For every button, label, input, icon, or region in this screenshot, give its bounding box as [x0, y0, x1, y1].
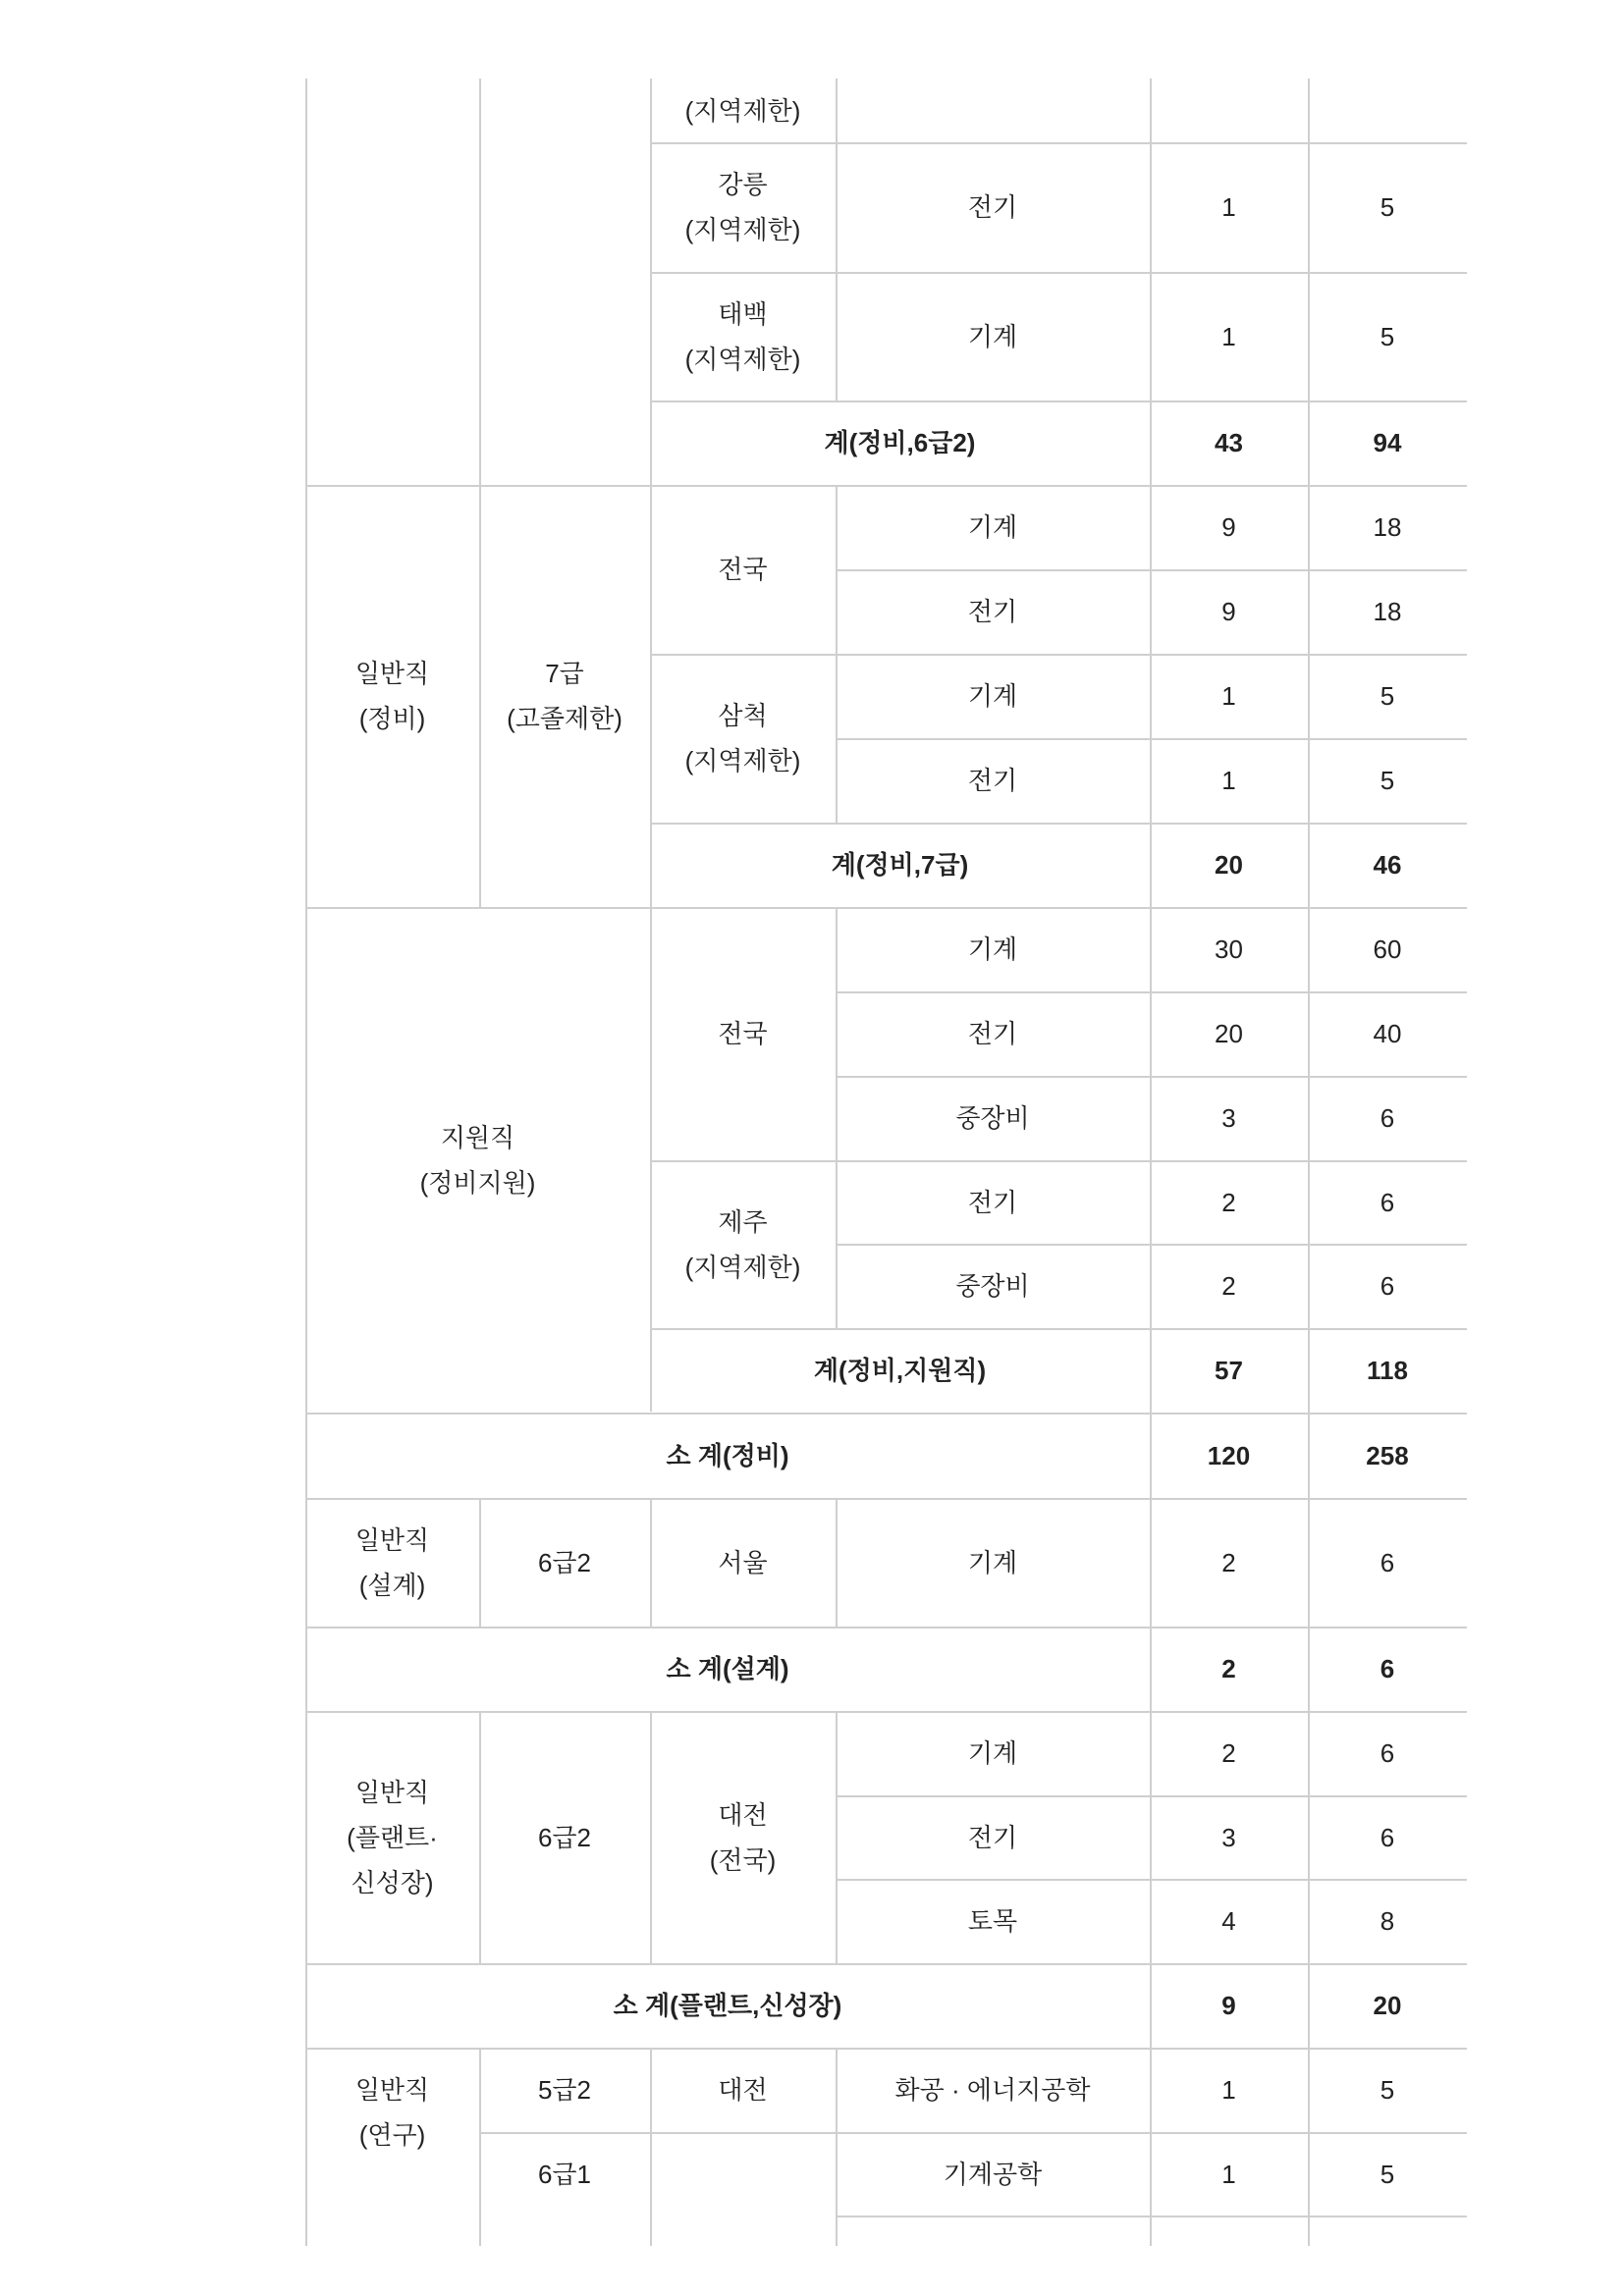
field-cell [836, 738, 1150, 823]
recruit-count [1150, 569, 1308, 654]
recruit-count [1150, 1879, 1308, 1963]
apply-count [1308, 1160, 1467, 1244]
recruit-value: 43 [1215, 428, 1243, 457]
apply-count [1308, 400, 1467, 485]
recruit-count [1150, 485, 1308, 569]
grade-label: 6급2 [537, 1822, 592, 1852]
recruit-value: 30 [1215, 934, 1243, 964]
apply-value: 6 [1380, 1271, 1395, 1301]
field-cell [836, 142, 1150, 272]
subtotal-label [650, 1328, 1150, 1413]
job-type-note: 신성장) [351, 1867, 434, 1897]
recruit-value: 2 [1221, 1738, 1236, 1768]
grade-cell [479, 2132, 650, 2216]
recruit-value: 57 [1215, 1356, 1243, 1385]
subtotal-label [305, 1963, 1150, 2048]
recruit-count [1150, 1160, 1308, 1244]
apply-value: 6 [1380, 1738, 1395, 1768]
grade-label: 6급1 [537, 2159, 592, 2189]
recruit-count [1150, 142, 1308, 272]
recruit-count [1150, 991, 1308, 1076]
region-cell [650, 272, 836, 400]
region-cell [650, 1498, 836, 1627]
recruit-count [1150, 400, 1308, 485]
region-label: 삼척 [718, 701, 768, 730]
field-label: 기계 [967, 934, 1018, 964]
recruit-value: 2 [1221, 1271, 1236, 1301]
apply-count [1308, 1795, 1467, 1879]
field-cell [836, 485, 1150, 569]
field-cell [836, 1795, 1150, 1879]
field-label: 기계 [967, 512, 1018, 542]
recruit-count [1150, 1413, 1308, 1498]
field-cell [836, 1076, 1150, 1160]
region-label: 태백 [718, 298, 768, 329]
recruit-value: 120 [1207, 1440, 1251, 1470]
apply-count [1308, 1711, 1467, 1795]
grade-cell [479, 1498, 650, 1627]
region-note: (전국) [709, 1844, 777, 1875]
region-note: (지역제한) [684, 215, 801, 244]
recruit-value: 9 [1221, 512, 1236, 542]
recruit-count [1150, 1711, 1308, 1795]
recruit-value: 1 [1221, 2075, 1236, 2105]
recruit-count [1150, 1627, 1308, 1711]
subtotal-text: 계(정비,6급2) [824, 428, 976, 457]
recruit-count [1150, 1076, 1308, 1160]
region-cell [650, 1711, 836, 1963]
apply-count [1308, 738, 1467, 823]
apply-count [1308, 1244, 1467, 1328]
apply-count [1308, 142, 1467, 272]
apply-count [1308, 272, 1467, 400]
region-note: (지역제한) [684, 344, 801, 374]
field-cell [836, 2048, 1150, 2132]
job-type-cell [305, 1498, 479, 1627]
field-label: 전기 [967, 1822, 1018, 1852]
apply-count [1308, 823, 1467, 907]
recruit-value: 9 [1221, 1991, 1236, 2020]
apply-count [1308, 1498, 1467, 1627]
field-label: 전기 [967, 1019, 1018, 1048]
apply-value: 94 [1373, 428, 1402, 457]
region-label: 제주 [718, 1206, 768, 1237]
apply-count [1308, 907, 1467, 991]
field-label: 전기 [967, 597, 1018, 626]
field-label: 토목 [967, 1906, 1018, 1936]
field-cell [836, 2132, 1150, 2216]
field-label: 전기 [967, 192, 1018, 222]
recruit-value: 20 [1215, 1019, 1243, 1048]
recruit-value: 9 [1221, 597, 1236, 626]
region-label: 서울 [718, 1547, 768, 1577]
recruit-count [1150, 907, 1308, 991]
recruit-value: 1 [1221, 766, 1236, 795]
region-cell [650, 2048, 836, 2246]
region-cell [650, 142, 836, 272]
region-cell [650, 654, 836, 823]
job-type-note: (플랜트· [347, 1822, 438, 1852]
apply-value: 6 [1380, 1822, 1395, 1852]
apply-count [1308, 485, 1467, 569]
apply-value: 5 [1380, 321, 1395, 351]
apply-value: 60 [1373, 934, 1402, 964]
apply-count [1308, 654, 1467, 738]
recruit-value: 2 [1221, 1654, 1236, 1683]
grade-label: 5급2 [537, 2075, 592, 2105]
recruit-value: 1 [1221, 321, 1236, 351]
region-note: (지역제한) [684, 746, 801, 775]
field-label: 기계 [967, 681, 1018, 711]
field-cell [836, 1498, 1150, 1627]
recruit-value: 1 [1221, 2159, 1236, 2189]
grade-cell [479, 2048, 650, 2132]
region-cell [650, 485, 836, 654]
job-type-cell [305, 1711, 479, 1963]
job-type-cell [305, 907, 650, 1413]
recruit-value: 2 [1221, 1187, 1236, 1217]
recruit-value: 2 [1221, 1547, 1236, 1577]
apply-count [1308, 569, 1467, 654]
recruit-value: 1 [1221, 192, 1236, 222]
apply-count [1308, 991, 1467, 1076]
recruit-count [1150, 738, 1308, 823]
recruit-value: 4 [1221, 1906, 1236, 1936]
job-type-note: (설계) [358, 1570, 426, 1600]
region-note: (지역제한) [684, 1252, 801, 1282]
field-label: 전기 [967, 766, 1018, 795]
field-cell [836, 1160, 1150, 1244]
field-cell [836, 1711, 1150, 1795]
subtotal-text: 계(정비,7급) [831, 850, 969, 880]
field-cell [836, 1244, 1150, 1328]
apply-value: 118 [1367, 1356, 1408, 1385]
apply-value: 5 [1380, 681, 1395, 711]
grade-note: (고졸제한) [507, 704, 622, 733]
field-label: 전기 [967, 1187, 1018, 1217]
field-label: 기계 [967, 1547, 1018, 1577]
job-type-label: 일반직 [354, 1777, 430, 1807]
grid-line [479, 79, 481, 485]
recruit-value: 20 [1215, 850, 1243, 880]
apply-value: 6 [1380, 1654, 1395, 1683]
region-label: (지역제한) [684, 95, 801, 126]
recruit-count [1150, 2048, 1308, 2132]
apply-count [1308, 1963, 1467, 2048]
recruit-count [1150, 1244, 1308, 1328]
field-cell [836, 654, 1150, 738]
region-label: 대전 [718, 1799, 768, 1830]
field-label: 기계 [967, 1738, 1018, 1768]
recruit-count [1150, 823, 1308, 907]
apply-value: 5 [1380, 2075, 1395, 2105]
apply-value: 18 [1373, 597, 1402, 626]
region-cell [650, 79, 836, 142]
grade-label: 6급2 [537, 1547, 592, 1577]
apply-count [1308, 1413, 1467, 1498]
apply-value: 20 [1373, 1991, 1402, 2020]
apply-value: 8 [1380, 1906, 1395, 1936]
job-type-note: (정비) [358, 704, 426, 733]
apply-count [1308, 2132, 1467, 2216]
apply-count [1308, 1627, 1467, 1711]
field-cell [836, 1879, 1150, 1963]
job-type-cell [305, 485, 479, 907]
region-cell [650, 907, 836, 1160]
subtotal-text: 소 계(설계) [666, 1654, 789, 1683]
field-label: 중장비 [955, 1271, 1030, 1301]
job-type-label: 일반직 [354, 659, 430, 688]
region-label: 대전 [718, 2075, 768, 2105]
subtotal-label [650, 400, 1150, 485]
region-label: 전국 [718, 555, 768, 584]
job-type-label: 일반직 [354, 1524, 430, 1555]
grid-line [836, 2216, 1467, 2217]
field-cell [836, 569, 1150, 654]
field-label: 중장비 [955, 1103, 1030, 1133]
field-cell [836, 272, 1150, 400]
grade-cell [479, 1711, 650, 1963]
recruit-count [1150, 272, 1308, 400]
recruit-value: 3 [1221, 1822, 1236, 1852]
recruit-count [1150, 1498, 1308, 1627]
job-type-label: 일반직 [354, 2075, 430, 2105]
apply-value: 46 [1373, 850, 1402, 880]
apply-count [1308, 1076, 1467, 1160]
subtotal-text: 계(정비,지원직) [813, 1356, 987, 1385]
job-type-label: 지원직 [440, 1122, 515, 1152]
apply-value: 6 [1380, 1187, 1395, 1217]
field-label: 기계 [967, 321, 1018, 351]
subtotal-label [650, 823, 1150, 907]
job-type-cell [305, 2048, 479, 2246]
region-label: 전국 [718, 1019, 768, 1048]
region-cell [650, 1160, 836, 1328]
apply-value: 18 [1373, 512, 1402, 542]
apply-value: 40 [1373, 1019, 1402, 1048]
field-cell [836, 907, 1150, 991]
grade-cell [479, 485, 650, 907]
recruit-count [1150, 1795, 1308, 1879]
subtotal-text: 소 계(정비) [666, 1440, 789, 1470]
apply-value: 5 [1380, 2159, 1395, 2189]
subtotal-text: 소 계(플랜트,신성장) [613, 1991, 842, 2020]
subtotal-label [305, 1627, 1150, 1711]
region-label: 강릉 [718, 170, 768, 199]
field-label: 화공 · 에너지공학 [894, 2075, 1091, 2105]
recruit-value: 1 [1221, 681, 1236, 711]
apply-value: 5 [1380, 766, 1395, 795]
recruit-count [1150, 1328, 1308, 1413]
apply-count [1308, 1879, 1467, 1963]
recruit-count [1150, 654, 1308, 738]
apply-value: 5 [1380, 192, 1395, 222]
grade-label: 7급 [545, 659, 584, 688]
apply-count [1308, 1328, 1467, 1413]
job-type-note: (정비지원) [419, 1167, 536, 1198]
apply-value: 258 [1366, 1440, 1409, 1470]
apply-count [1308, 2048, 1467, 2132]
subtotal-label [305, 1413, 1150, 1498]
apply-value: 6 [1380, 1547, 1395, 1577]
recruit-count [1150, 2132, 1308, 2216]
job-type-note: (연구) [358, 2120, 426, 2150]
recruit-count [1150, 1963, 1308, 2048]
field-label: 기계공학 [943, 2159, 1043, 2189]
recruit-value: 3 [1221, 1103, 1236, 1133]
field-cell [836, 991, 1150, 1076]
apply-value: 6 [1380, 1103, 1395, 1133]
